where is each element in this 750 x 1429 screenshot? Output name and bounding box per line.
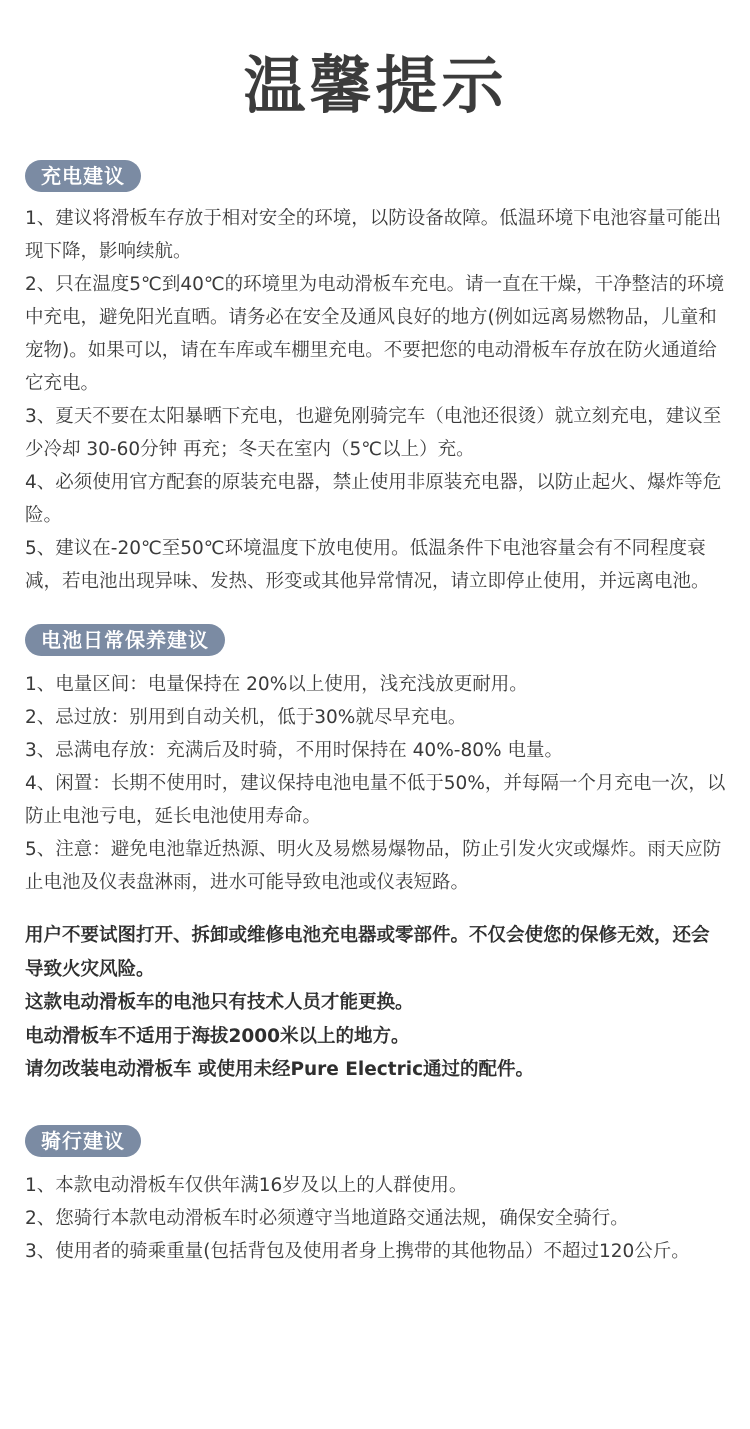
riding-heading-badge: 骑行建议 — [25, 1125, 141, 1157]
charging-list — [25, 202, 726, 598]
battery-item: 3、忌满电存放：充满后及时骑，不用时保持在 40%-80% 电量。 — [25, 740, 563, 761]
riding-item: 2、您骑行本款电动滑板车时必须遵守当地道路交通法规，确保安全骑行。 — [25, 1207, 629, 1229]
warning-notice: 电动滑板车不适用于海拔2000米以上的地方。 — [25, 1025, 410, 1047]
battery-section — [25, 624, 726, 899]
charging-item: 3、夏天不要在太阳暴晒下充电，也避免刚骑完车（电池还很烫）就立刻充电，建议至少冷却 30-60分钟 再充；冬天在室内（5℃以上）充。 — [25, 406, 722, 460]
riding-list — [25, 1169, 726, 1268]
battery-item: 4、闲置：长期不使用时，建议保持电池电量不低于50%，并每隔一个月充电一次，以防止电池亏电，延长电池使用寿命。 — [25, 773, 726, 827]
riding-item: 3、使用者的骑乘重量(包括背包及使用者身上携带的其他物品）不超过120公斤。 — [25, 1240, 690, 1262]
battery-item: 5、注意：避免电池靠近热源、明火及易燃易爆物品，防止引发火灾或爆炸。雨天应防止电池及仪表盘淋雨，进水可能导致电池或仪表短路。 — [25, 839, 722, 893]
warning-notice: 这款电动滑板车的电池只有技术人员才能更换。 — [25, 992, 414, 1013]
battery-list — [25, 668, 726, 899]
charging-item: 1、建议将滑板车存放于相对安全的环境，以防设备故障。低温环境下电池容量可能出现下降，影响续航。 — [25, 208, 722, 262]
charging-section — [25, 160, 726, 598]
riding-section — [25, 1125, 726, 1268]
riding-item: 1、本款电动滑板车仅供年满16岁及以上的人群使用。 — [25, 1174, 468, 1196]
battery-item: 1、电量区间：电量保持在 20%以上使用，浅充浅放更耐用。 — [25, 674, 528, 695]
warning-notice: 用户不要试图打开、拆卸或维修电池充电器或零部件。不仅会使您的保修无效，还会导致火灾风险。 — [25, 925, 710, 980]
battery-item: 2、忌过放：别用到自动关机，低于30%就尽早充电。 — [25, 707, 467, 728]
charging-item: 2、只在温度5℃到40℃的环境里为电动滑板车充电。请一直在干燥，干净整洁的环境中充电，避免阳光直晒。请务必在安全及通风良好的地方(例如远离易燃物品，儿童和宠物)。如果可以，请在车库或车棚里充电。不要把您的电动滑板车存放在防火通道给它充电。 — [25, 274, 725, 394]
battery-heading-badge: 电池日常保养建议 — [25, 624, 225, 656]
page-title: 温馨提示 — [243, 49, 508, 122]
charging-heading-badge: 充电建议 — [25, 160, 141, 192]
charging-item: 4、必须使用官方配套的原装充电器，禁止使用非原装充电器，以防止起火、爆炸等危险。 — [25, 472, 722, 526]
warning-notices — [25, 919, 726, 1087]
warning-notice: 请勿改装电动滑板车 或使用未经Pure Electric通过的配件。 — [25, 1059, 535, 1080]
charging-item: 5、建议在-20℃至50℃环境温度下放电使用。低温条件下电池容量会有不同程度衰减，若电池出现异味、发热、形变或其他异常情况，请立即停止使用，并远离电池。 — [25, 538, 710, 592]
